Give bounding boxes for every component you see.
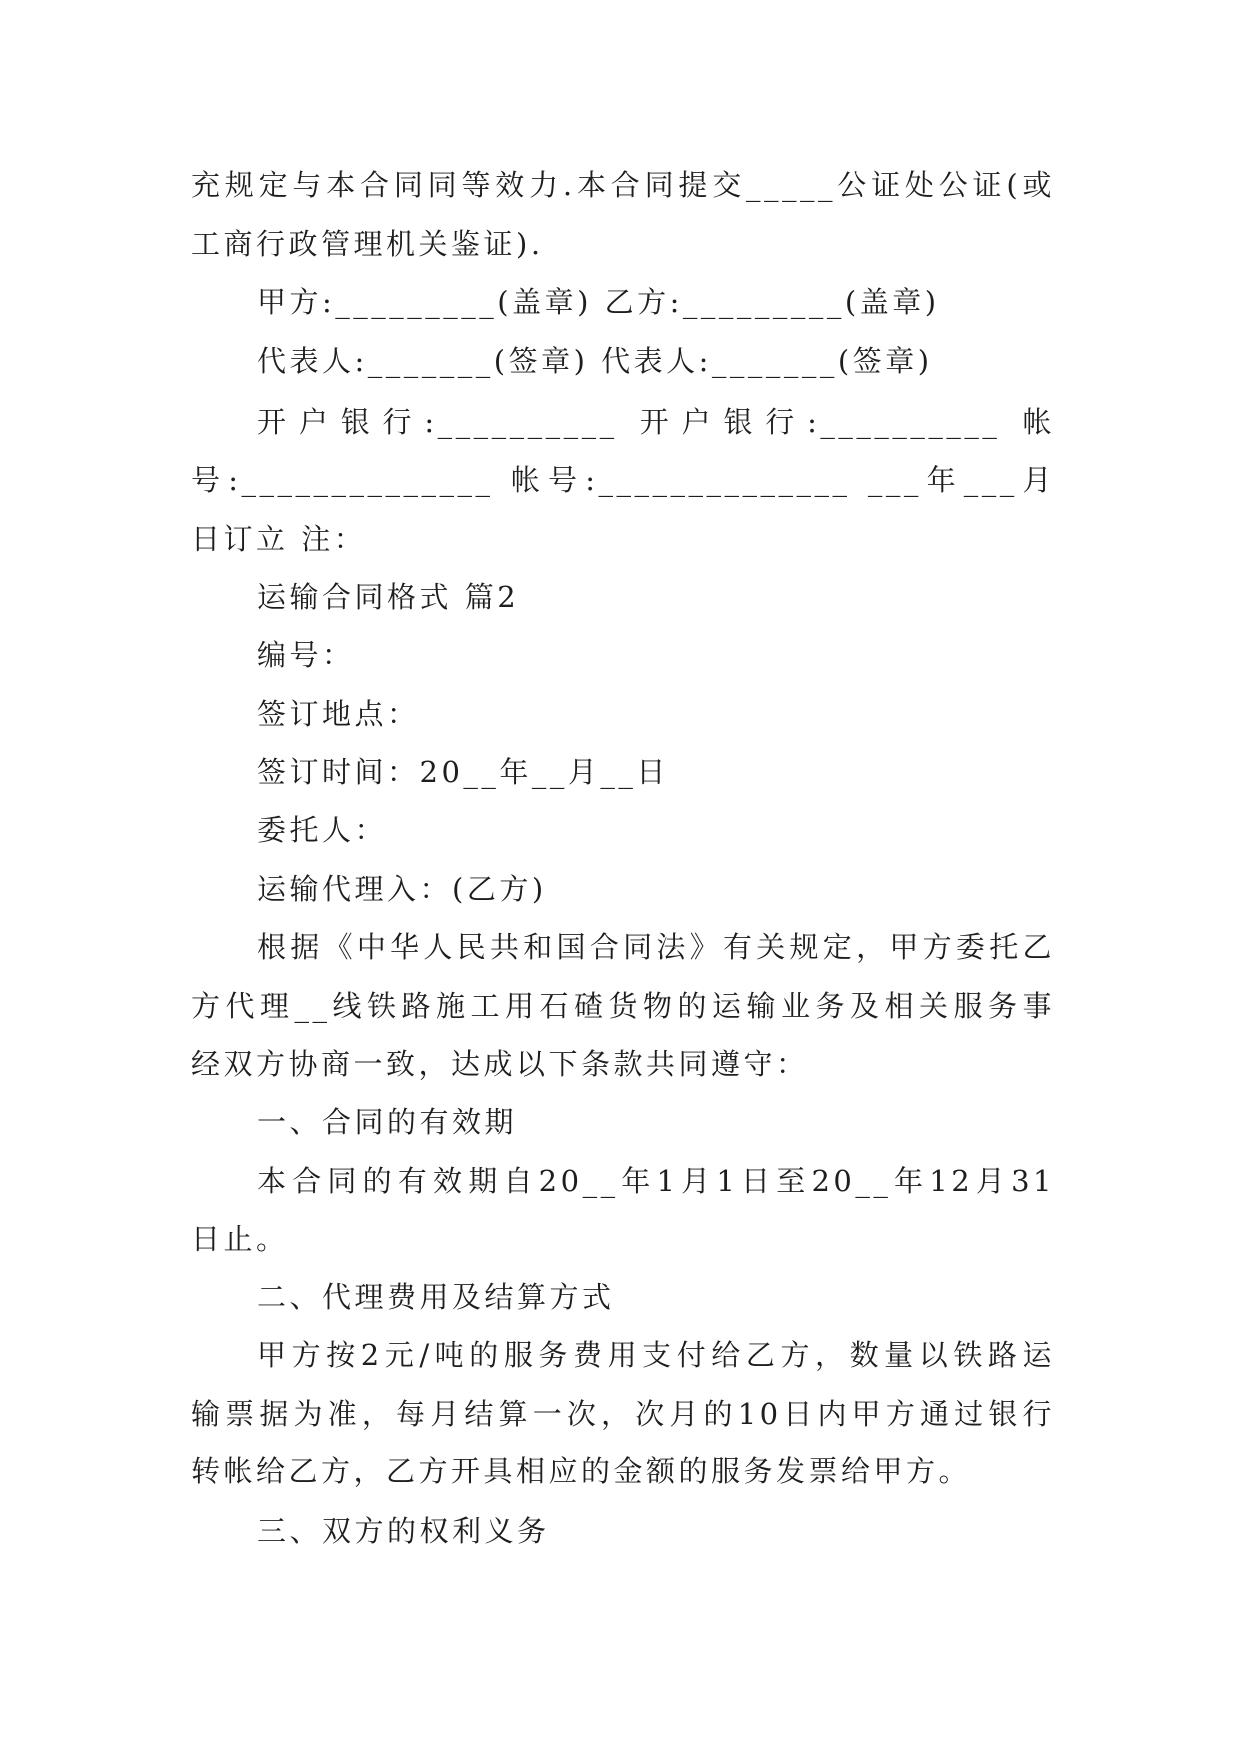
signing-time-field: 签订时间：20__年__月__日 xyxy=(257,755,669,789)
contract-text-line: 日止。 xyxy=(191,1222,289,1256)
contract-text-line: 充规定与本合同同等效力.本合同提交_____公证处公证(或 xyxy=(191,168,1055,202)
signing-date-line: 日订立 注： xyxy=(191,522,367,556)
representative-signature-line: 代表人:_______(签章) 代表人:_______(签章) xyxy=(257,344,933,378)
clause-heading: 三、双方的权利义务 xyxy=(257,1514,550,1548)
contract-text-line: 根据《中华人民共和国合同法》有关规定，甲方委托乙 xyxy=(257,930,1055,964)
clause-heading: 一、合同的有效期 xyxy=(257,1105,518,1139)
contract-text-line: 转帐给乙方，乙方开具相应的金额的服务发票给甲方。 xyxy=(191,1454,972,1488)
contract-text-line: 甲方按2元/吨的服务费用支付给乙方，数量以铁路运 xyxy=(257,1338,1055,1372)
contract-text-line: 方代理__线铁路施工用石碴货物的运输业务及相关服务事 xyxy=(191,989,1055,1023)
contract-text-line: 输票据为准，每月结算一次，次月的10日内甲方通过银行 xyxy=(191,1397,1055,1431)
clause-heading: 二、代理费用及结算方式 xyxy=(257,1280,615,1314)
contract-number-field: 编号： xyxy=(257,638,355,672)
party-seal-line: 甲方:_________(盖章) 乙方:_________(盖章) xyxy=(257,285,940,319)
contract-text-line: 本合同的有效期自20__年1月1日至20__年12月31 xyxy=(257,1164,1055,1198)
principal-field: 委托人： xyxy=(257,813,388,847)
agent-field: 运输代理入：(乙方) xyxy=(257,872,547,906)
section-title: 运输合同格式 篇2 xyxy=(257,580,520,614)
contract-text-line: 工商行政管理机关鉴证). xyxy=(191,227,544,261)
signing-place-field: 签订地点： xyxy=(257,697,420,731)
bank-account-line: 号:______________ 帐号:______________ ___年___月 xyxy=(191,463,1055,497)
contract-text-line: 经双方协商一致，达成以下条款共同遵守： xyxy=(191,1047,809,1081)
bank-account-line: 开户银行:__________ 开户银行:__________ 帐 xyxy=(257,405,1055,439)
